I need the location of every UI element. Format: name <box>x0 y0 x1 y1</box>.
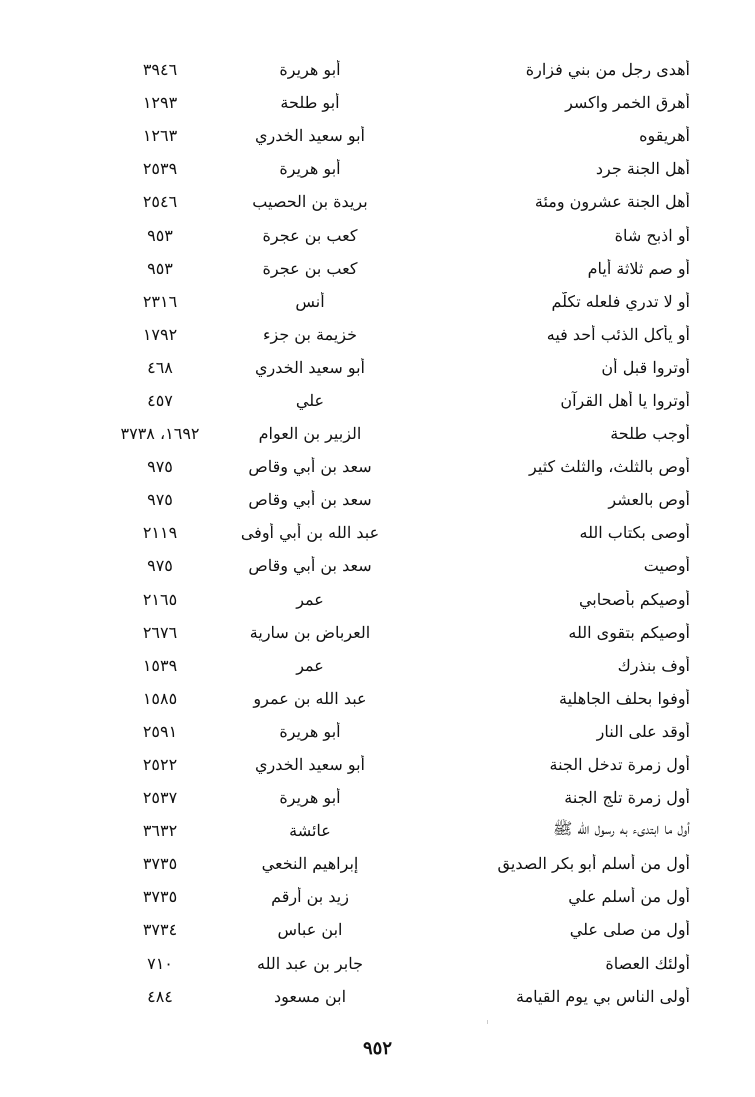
narrator-name: زيد بن أرقم <box>271 887 349 907</box>
narrator-name: أبو هريرة <box>279 159 341 179</box>
hadith-number: ٤٨٤ <box>147 986 173 1006</box>
page-number: ٩٥٢ <box>362 1038 392 1059</box>
narrator-name: جابر بن عبد الله <box>257 953 363 973</box>
hadith-number: ٢٥٣٧ <box>142 788 178 808</box>
hadith-number: ١٢٦٣ <box>142 126 178 146</box>
narrator-name: أبو طلحة <box>280 93 340 113</box>
hadith-number: ٢٣١٦ <box>142 291 178 311</box>
table-row <box>110 119 690 152</box>
hadith-text: أو يأكل الذئب أحد فيه <box>546 324 690 344</box>
table-row <box>110 218 690 251</box>
hadith-number: ٣٧٣٤ <box>142 920 178 940</box>
hadith-text: أولئك العصاة <box>605 953 690 973</box>
narrator-name: كعب بن عجرة <box>262 258 358 278</box>
hadith-text: أو صم ثلاثة أيام <box>587 258 690 278</box>
narrator-name: أبو هريرة <box>279 788 341 808</box>
hadith-text: أول من أسلم أبو بكر الصديق <box>497 854 690 874</box>
hadith-number: ٤٥٧ <box>147 390 173 410</box>
hadith-text: أهل الجنة جرد <box>595 159 690 179</box>
hadith-number: ١٥٣٩ <box>142 655 178 675</box>
hadith-text: أهدى رجل من بني فزارة <box>525 60 690 80</box>
hadith-number: ١٥٨٥ <box>142 688 178 708</box>
hadith-text: أول من صلى علي <box>569 920 690 940</box>
hadith-text: أوصى بكتاب الله <box>579 523 690 543</box>
narrator-name: أبو سعيد الخدري <box>255 755 365 775</box>
table-row <box>110 252 690 285</box>
hadith-number: ١٢٩٣ <box>142 93 178 113</box>
hadith-number: ٣٧٣٥ <box>142 854 178 874</box>
narrator-name: ابن مسعود <box>273 986 347 1006</box>
hadith-number: ٢٦٧٦ <box>142 622 178 642</box>
narrator-name: ابن عباس <box>277 920 343 940</box>
hadith-text: أوفوا بحلف الجاهلية <box>558 688 690 708</box>
narrator-name: علي <box>295 390 325 410</box>
table-row <box>110 285 690 318</box>
table-row <box>110 715 690 748</box>
table-row <box>110 616 690 649</box>
table-row <box>110 384 690 417</box>
table-row <box>110 450 690 483</box>
table-row <box>110 880 690 913</box>
narrator-name: أنس <box>295 291 325 311</box>
narrator-name: عمر <box>296 655 324 675</box>
hadith-number: ٢١٦٥ <box>142 589 178 609</box>
table-row <box>110 583 690 616</box>
hadith-text: أهريقوه <box>639 126 690 146</box>
hadith-number: ٣٦٣٢ <box>142 821 178 841</box>
hadith-text: أو لا تدري فلعله تكلّم <box>551 291 690 311</box>
hadith-number: ٢٥٢٢ <box>142 755 178 775</box>
narrator-name: خزيمة بن جزء <box>262 324 358 344</box>
hadith-number: ١٦٩٢، ٣٧٣٨ <box>120 424 200 444</box>
narrator-name: الزبير بن العوام <box>258 424 362 444</box>
narrator-name: أبو سعيد الخدري <box>255 126 365 146</box>
hadith-number: ٣٧٣٥ <box>142 887 178 907</box>
hadith-text: أوف بنذرك <box>617 655 690 675</box>
table-row <box>110 483 690 516</box>
narrator-name: العرباض بن سارية <box>249 622 371 642</box>
table-row <box>110 417 690 450</box>
hadith-number: ٩٧٥ <box>147 457 173 477</box>
narrator-name: كعب بن عجرة <box>262 225 358 245</box>
hadith-text: أوصيت <box>643 556 690 576</box>
hadith-text: أول ما ابتدىء به رسول الله ﷺ <box>553 819 690 839</box>
hadith-text: أوجب طلحة <box>610 424 690 444</box>
hadith-number: ٤٦٨ <box>147 357 173 377</box>
table-row <box>110 814 690 847</box>
hadith-text: أو اذبح شاة <box>614 225 690 245</box>
table-row <box>110 516 690 549</box>
hadith-text: أوتروا قبل أن <box>601 357 690 377</box>
hadith-text: أول من أسلم علي <box>568 887 690 907</box>
table-row <box>110 86 690 119</box>
table-row <box>110 682 690 715</box>
hadith-number: ٧١٠ <box>147 953 173 973</box>
table-row <box>110 748 690 781</box>
hadith-number: ٩٧٥ <box>147 556 173 576</box>
narrator-name: سعد بن أبي وقاص <box>248 457 372 477</box>
hadith-number: ٢١١٩ <box>142 523 178 543</box>
hadith-text: أوص بالعشر <box>608 490 690 510</box>
narrator-name: عائشة <box>289 821 331 841</box>
hadith-text: أوتروا يا أهل القرآن <box>560 390 690 410</box>
hadith-text: أوقد على النار <box>596 721 690 741</box>
narrator-name: بريدة بن الحصيب <box>252 192 368 212</box>
table-row <box>110 781 690 814</box>
table-row <box>110 549 690 582</box>
hadith-number: ٢٥٤٦ <box>142 192 178 212</box>
narrator-name: سعد بن أبي وقاص <box>248 490 372 510</box>
narrator-name: عبد الله بن أبي أوفى <box>240 523 380 543</box>
hadith-text: أولى الناس بي يوم القيامة <box>516 986 690 1006</box>
narrator-name: عمر <box>296 589 324 609</box>
table-row <box>110 351 690 384</box>
narrator-name: أبو هريرة <box>279 721 341 741</box>
narrator-name: إبراهيم النخعي <box>261 854 359 874</box>
table-row <box>110 649 690 682</box>
narrator-name: عبد الله بن عمرو <box>253 688 367 708</box>
table-row <box>110 847 690 880</box>
hadith-text: أوصيكم بتقوى الله <box>568 622 690 642</box>
hadith-number: ٩٥٣ <box>147 258 173 278</box>
hadith-text: أهرق الخمر واكسر <box>565 93 690 113</box>
table-row <box>110 318 690 351</box>
narrator-name: سعد بن أبي وقاص <box>248 556 372 576</box>
hadith-text: أول زمرة تلج الجنة <box>564 788 690 808</box>
narrator-name: أبو سعيد الخدري <box>255 357 365 377</box>
table-row <box>110 913 690 946</box>
table-row <box>110 185 690 218</box>
divider <box>487 1020 488 1024</box>
narrator-name: أبو هريرة <box>279 60 341 80</box>
table-row <box>110 53 690 86</box>
hadith-index-table <box>110 53 690 1013</box>
hadith-number: ٣٩٤٦ <box>142 60 178 80</box>
hadith-text: أول زمرة تدخل الجنة <box>549 755 690 775</box>
hadith-text: أهل الجنة عشرون ومئة <box>534 192 690 212</box>
table-row <box>110 980 690 1013</box>
hadith-text: أوصِ بالثلث، والثلث كثير <box>529 457 690 477</box>
hadith-number: ٩٧٥ <box>147 490 173 510</box>
hadith-number: ٢٥٣٩ <box>142 159 178 179</box>
table-row <box>110 152 690 185</box>
hadith-number: ١٧٩٢ <box>142 324 178 344</box>
hadith-text: أوصيكم بأصحابي <box>578 589 690 609</box>
hadith-number: ٩٥٣ <box>147 225 173 245</box>
hadith-number: ٢٥٩١ <box>142 721 178 741</box>
table-row <box>110 947 690 980</box>
